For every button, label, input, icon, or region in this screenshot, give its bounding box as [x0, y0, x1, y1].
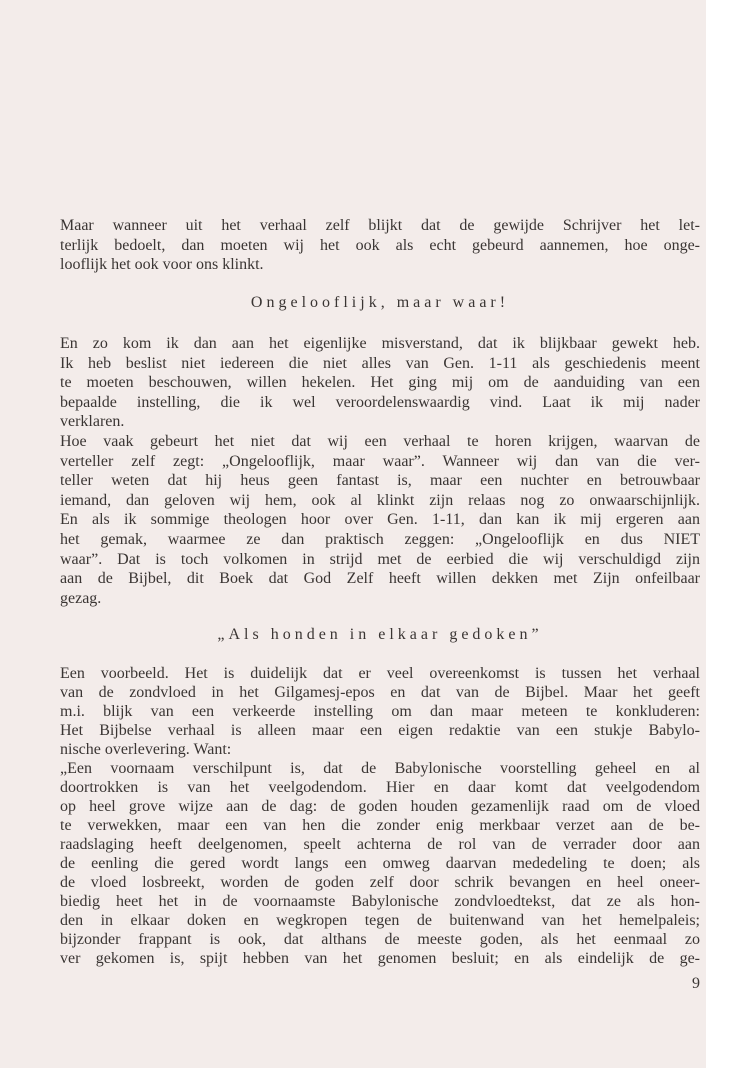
- text-line: raadslaging heeft deelgenomen, speelt achterna de rol van de verrader door aan: [60, 836, 700, 853]
- text-line: op heel grove wijze aan de dag: de goden houden gezamenlijk raad om de vloed: [60, 798, 700, 815]
- text-line: het gemak, waarmee ze dan praktisch zeggen: „Ongelooflijk en dus NIET: [60, 530, 700, 548]
- text-line: m.i. blijk van een verkeerde instelling om dan maar meteen te konkluderen:: [60, 703, 700, 720]
- intro-paragraph: [60, 216, 700, 275]
- text-line: te moeten beschouwen, willen hekelen. Het ging mij om de aanduiding van een: [60, 374, 700, 392]
- text-line: Maar wanneer uit het verhaal zelf blijkt dat de gewijde Schrijver het let-: [60, 217, 700, 234]
- text-line: teller weten dat hij heus geen fantast is, maar een nuchter en betrouwbaar: [60, 472, 700, 490]
- text-line: En zo kom ik dan aan het eigenlijke misverstand, dat ik blijkbaar gewekt heb.: [60, 335, 700, 352]
- text-line: gezag.: [60, 589, 102, 607]
- text-line: verteller zelf zegt: „Ongelooflijk, maar waar”. Wanneer wij dan van die ver-: [60, 452, 700, 470]
- text-line: de eenling die gered wordt langs een omweg daarvan mededeling te doen; als: [60, 855, 700, 872]
- text-line: de vloed losbreekt, worden de goden zelf door schrik bevangen en heel oneer-: [60, 874, 700, 891]
- text-line: Ik heb beslist niet iedereen die niet alles van Gen. 1-11 als geschiedenis meent: [60, 354, 700, 372]
- text-line: Hoe vaak gebeurt het niet dat wij een verhaal te horen krijgen, waarvan de: [60, 432, 700, 450]
- section-2-body: [60, 664, 700, 968]
- text-line: te verwekken, maar een van hen die zonder enig merkbaar verzet aan de be-: [60, 817, 700, 834]
- text-line: verklaren.: [60, 413, 125, 431]
- text-line: waar”. Dat is toch volkomen in strijd met de eerbied die wij verschuldigd zijn: [60, 550, 700, 568]
- text-line: nische overlevering. Want:: [60, 741, 232, 758]
- text-line: Het Bijbelse verhaal is alleen maar een eigen redaktie van een stukje Babylo-: [60, 722, 700, 739]
- text-line: „Een voornaam verschilpunt is, dat de Babylonische voorstelling geheel en al: [60, 760, 700, 777]
- text-line: doortrokken is van het veelgodendom. Hier en daar komt dat veelgodendom: [60, 779, 700, 796]
- text-line: terlijk bedoelt, dan moeten wij het ook als echt gebeurd aannemen, hoe onge-: [60, 236, 700, 254]
- text-line: looflijk het ook voor ons klinkt.: [60, 256, 264, 274]
- section-heading-2: „Als honden in elkaar gedoken”: [217, 626, 543, 643]
- section-1-body: [60, 334, 700, 608]
- text-line: iemand, dan geloven wij hem, ook al klinkt zijn relaas nog zo onwaarschijnlijk.: [60, 491, 700, 509]
- section-heading-1: Ongelooflijk, maar waar!: [250, 294, 510, 311]
- text-line: Een voorbeeld. Het is duidelijk dat er veel overeenkomst is tussen het verhaal: [60, 665, 700, 682]
- text-line: En als ik sommige theologen hoor over Gen. 1-11, dan kan ik mij ergeren aan: [60, 511, 700, 529]
- text-line: bepaalde instelling, die ik wel veroordelenswaardig vind. Laat ik mij nader: [60, 393, 700, 411]
- page-number: 9: [692, 975, 700, 992]
- text-line: ver gekomen is, spijt hebben van het genomen besluit; en als eindelijk de ge-: [60, 950, 700, 967]
- text-line: biedig heet het in de voornaamste Babylonische zondvloedtekst, dat ze als hon-: [60, 893, 700, 910]
- text-line: van de zondvloed in het Gilgamesj-epos en dat van de Bijbel. Maar het geeft: [60, 684, 700, 701]
- text-line: aan de Bijbel, dit Boek dat God Zelf heeft willen dekken met Zijn onfeilbaar: [60, 570, 700, 588]
- text-line: bijzonder frappant is ook, dat althans de meeste goden, als het eenmaal zo: [60, 931, 700, 948]
- text-line: den in elkaar doken en wegkropen tegen de buitenwand van het hemelpaleis;: [60, 912, 700, 929]
